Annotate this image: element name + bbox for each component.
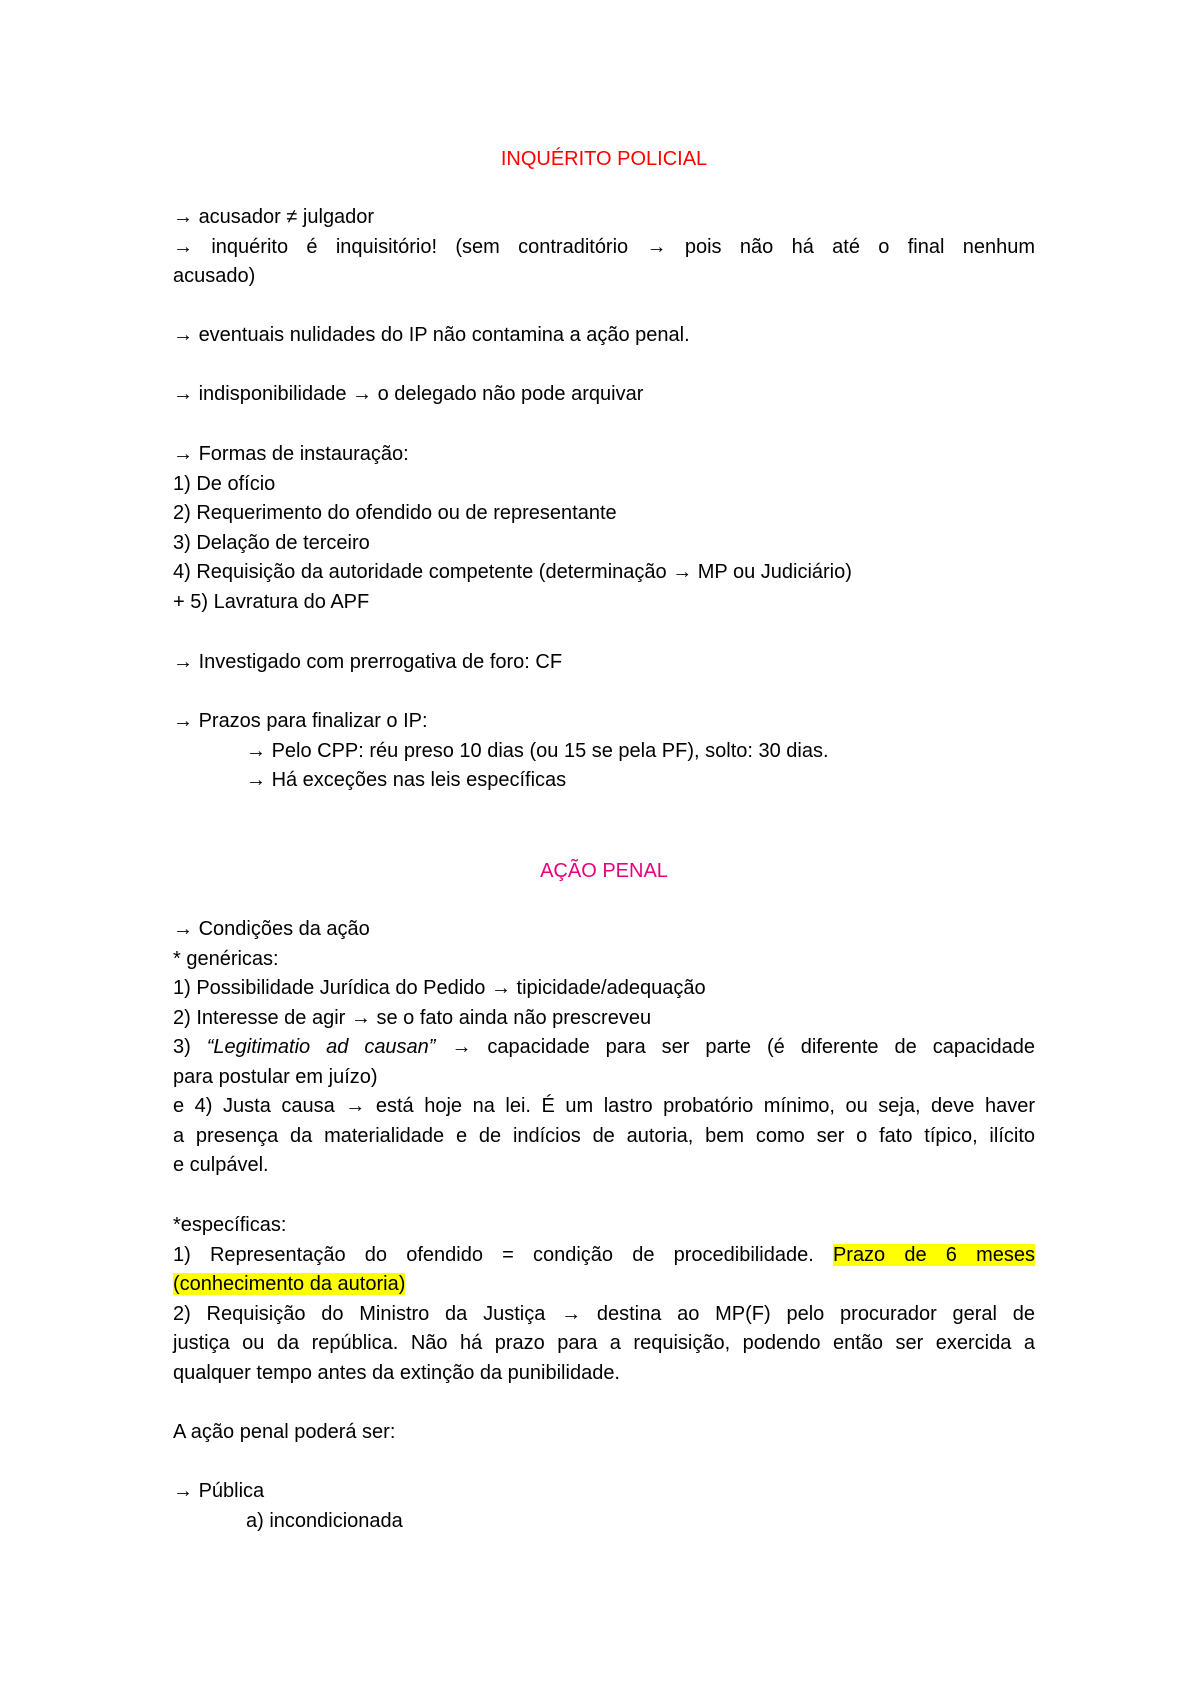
arrow-icon: →: [646, 235, 667, 258]
list-item: → Há exceções nas leis específicas: [246, 769, 567, 791]
arrow-icon: →: [246, 769, 266, 791]
list-item: a) incondicionada: [246, 1509, 403, 1532]
list-item: + 5) Lavratura do APF: [173, 590, 370, 613]
arrow-icon: →: [350, 1006, 371, 1029]
list-item: 4) Requisição da autoridade competente (determinação → MP ou Judiciário): [173, 561, 852, 583]
prazos: → Prazos para finalizar o IP: → Pelo CPP: réu preso 10 dias (ou 15 se pela PF), solto: 30 dias. → Há exceções nas leis específicas: [173, 707, 1035, 796]
acao-penal-tipos: A ação penal poderá ser:: [173, 1421, 396, 1443]
arrow-icon: →: [173, 1480, 193, 1502]
section-title-acao-penal: AÇÃO PENAL: [540, 860, 668, 882]
highlighted-text: Prazo de 6 meses: [832, 1243, 1035, 1266]
arrow-icon: →: [173, 206, 193, 228]
list-item: 1) Representação do ofendido = condição de procedibilidade. Prazo de 6 meses: [173, 1243, 1035, 1266]
arrow-icon: →: [345, 1095, 366, 1117]
arrow-icon: →: [173, 443, 193, 465]
list-item: 3) Delação de terceiro: [173, 531, 370, 554]
publica: → Pública a) incondicionada: [173, 1477, 1035, 1536]
arrow-icon: →: [246, 739, 266, 762]
arrow-icon: →: [173, 710, 193, 732]
arrow-icon: →: [451, 1036, 472, 1058]
arrow-icon: →: [173, 918, 193, 940]
arrow-icon: →: [173, 651, 193, 673]
arrow-icon: →: [561, 1302, 582, 1325]
arrow-icon: →: [173, 324, 193, 346]
list-item: → Pelo CPP: réu preso 10 dias (ou 15 se pela PF), solto: 30 dias.: [246, 739, 829, 762]
list-item: e 4) Justa causa → está hoje na lei. É um lastro probatório mínimo, ou seja, deve haver: [173, 1095, 1036, 1117]
condicoes-genericas: → Condições da ação * genéricas: 1) Possibilidade Jurídica do Pedido → tipicidade/adequação 2) Interesse de agir → se o fato ainda não prescreveu 3) “Legitimatio ad causan” → capacidade para ser parte (é diferente de capacidade para postular em juízo) e 4) Justa causa → está hoje na lei. É um lastro probatório mínimo, ou seja, deve haver a presença da materialidade e de indícios de autoria, bem como ser o fato típico, ilícito e culpável.: [173, 918, 1036, 1176]
arrow-icon: →: [352, 383, 373, 405]
list-item: 2) Requerimento do ofendido ou de representante: [173, 502, 617, 524]
formas-instauracao: → Formas de instauração: 1) De ofício 2) Requerimento do ofendido ou de representante 3) Delação de terceiro 4) Requisição da autoridade competente (determinação → MP ou Judiciário) + 5) Lavratura do APF: [173, 440, 1035, 617]
arrow-icon: →: [173, 383, 193, 405]
nulidades-line: → eventuais nulidades do IP não contamina a ação penal.: [173, 324, 690, 346]
list-item: 1) De ofício: [173, 472, 276, 495]
indisponibilidade-line: → indisponibilidade → o delegado não pode arquivar: [173, 383, 644, 405]
condicoes-especificas: *específicas: 1) Representação do ofendido = condição de procedibilidade. Prazo de 6 meses (conhecimento da autoria) 2) Requisição do Ministro da Justiça → destina ao MP(F) pelo procurador geral de justiça ou da república. Não há prazo para a requisição, podendo então ser exercida a qualquer tempo antes da extinção da punibilidade.: [173, 1214, 1036, 1384]
text-line: → acusador ≠ julgador: [173, 206, 375, 228]
list-item: 1) Possibilidade Jurídica do Pedido → tipicidade/adequação: [173, 977, 706, 999]
section-title-inquerito: INQUÉRITO POLICIAL: [500, 148, 708, 170]
text-line: → inquérito é inquisitório! (sem contraditório → pois não há até o final nenhum: [173, 235, 1036, 258]
arrow-icon: →: [672, 561, 693, 583]
list-item: 2) Requisição do Ministro da Justiça → destina ao MP(F) pelo procurador geral de: [173, 1302, 1036, 1325]
arrow-icon: →: [173, 235, 193, 258]
arrow-icon: →: [490, 977, 511, 999]
list-item: 2) Interesse de agir → se o fato ainda não prescreveu: [173, 1006, 652, 1029]
foro-line: → Investigado com prerrogativa de foro: CF: [173, 651, 563, 673]
text-line: acusado): [173, 265, 256, 287]
list-item: 3) “Legitimatio ad causan” → capacidade para ser parte (é diferente de capacidade: [173, 1036, 1036, 1058]
highlighted-text: (conhecimento da autoria): [173, 1273, 406, 1295]
inquerito-intro: [173, 203, 1035, 292]
